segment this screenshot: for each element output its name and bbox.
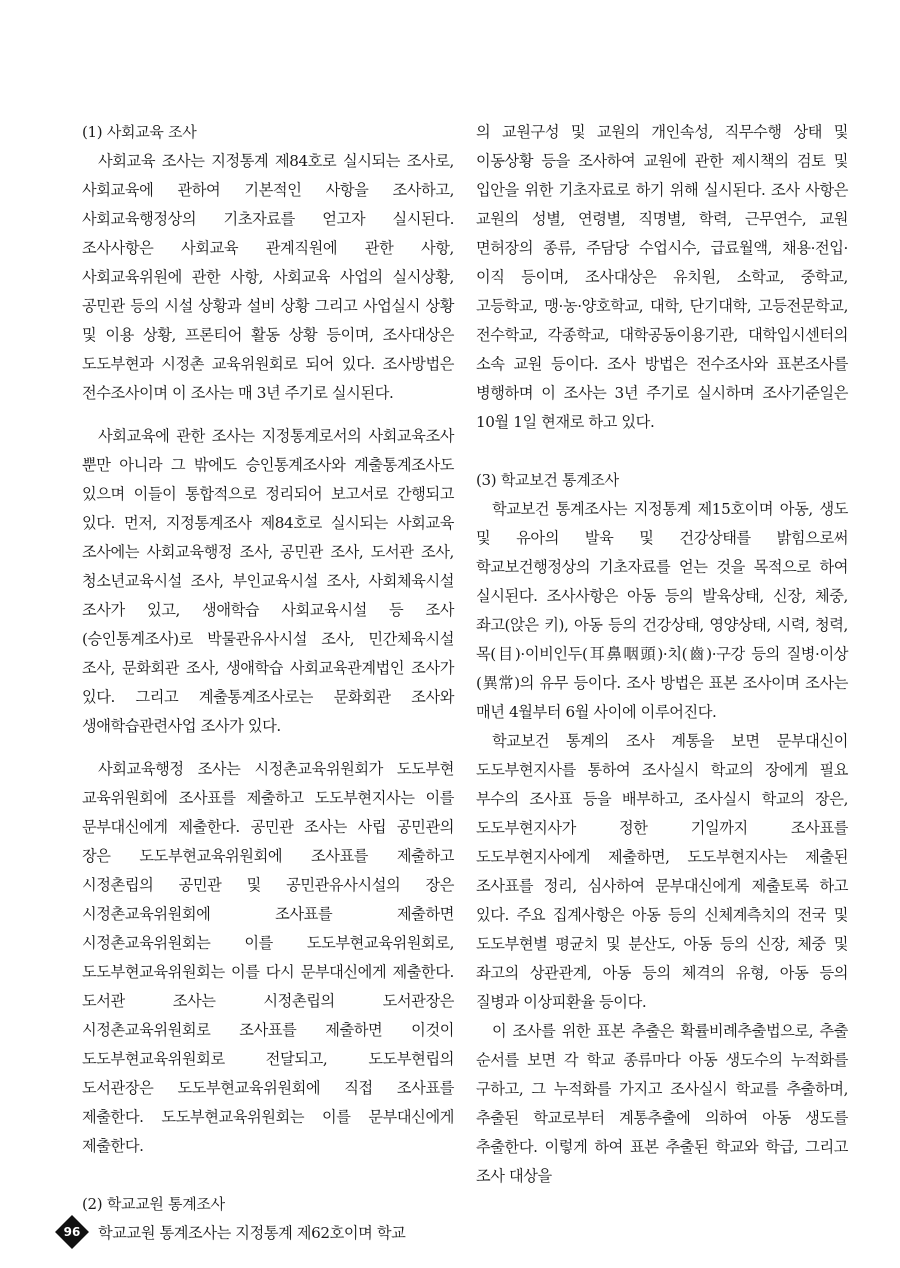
- paragraph: 사회교육행정 조사는 시정촌교육위원회가 도도부현 교육위원회에 조사표를 제출하고 도도부현지사는 이를 문부대신에게 제출한다. 공민관 조사는 사립 공민관의 장은 도도부현교육위원회에 조사표를 제출하고 시정촌립의 공민관 및 공민관유사시설의 장은 시정촌교육위원회에 조사표를 제출하면 시정촌교육위원회는 이를 도도부현교육위원회로, 도도부현교육위원회는 이를 다시 문부대신에게 제출한다. 도서관 조사는 시정촌립의 도서관장은 시정촌교육위원회로 조사표를 제출하면 이것이 도도부현교육위원회로 전달되고, 도도부현립의 도서관장은 도도부현교육위원회에 직접 조사표를 제출한다. 도도부현교육위원회는 이를 문부대신에게 제출한다.: [82, 760, 454, 1155]
- paragraph: 사회교육 조사는 지정통계 제84호로 실시되는 조사로, 사회교육에 관하여 기본적인 사항을 조사하고, 사회교육행정상의 기초자료를 얻고자 실시된다. 조사사항은 사회교육 관계직원에 관한 사항, 사회교육위원에 관한 사항, 사회교육 사업의 실시상황, 공민관 등의 시설 상황과 설비 상황 그리고 사업실시 상황 및 이용 상황, 프론티어 활동 상황 등이며, 조사대상은 도도부현과 시정촌 교육위원회로 되어 있다. 조사방법은 전수조사이며 이 조사는 매 3년 주기로 실시된다.: [82, 152, 454, 402]
- paragraph: 학교보건 통계의 조사 계통을 보면 문부대신이 도도부현지사를 통하여 조사실시 학교의 장에게 필요 부수의 조사표 등을 배부하고, 조사실시 학교의 장은, 도도부현지사가 정한 기일까지 조사표를 도도부현지사에게 제출하면, 도도부현지사는 제출된 조사표를 정리, 심사하여 문부대신에게 제출토록 하고 있다. 주요 집계사항은 아동 등의 신체계측치의 전국 및 도도부현별 평균치 및 분산도, 아동 등의 신장, 체중 및 좌고의 상관관계, 아동 등의 체격의 유형, 아동 등의 질병과 이상피환율 등이다.: [476, 732, 848, 1011]
- page-number: 96: [63, 1225, 81, 1239]
- page-number-badge: [55, 1215, 89, 1249]
- paragraph: 이 조사를 위한 표본 추출은 확률비례추출법으로, 추출 순서를 보면 각 학교 종류마다 아동 생도수의 누적화를 구하고, 그 누적화를 가지고 조사실시 학교를 추출하며, 추출된 학교로부터 계통추출에 의하여 아동 생도를 추출한다. 이렇게 하여 표본 추출된 학교와 학급, 그리고 조사 대상을: [476, 1022, 848, 1185]
- section-heading-school-health: (3) 학교보건 통계조사: [476, 471, 619, 489]
- paragraph: 사회교육에 관한 조사는 지정통계로서의 사회교육조사 뿐만 아니라 그 밖에도 승인통계조사와 계출통계조사도 있으며 이들이 통합적으로 정리되어 보고서로 간행되고 있다. 먼저, 지정통계조사 제84호로 실시되는 사회교육 조사에는 사회교육행정 조사, 공민관 조사, 도서관 조사, 청소년교육시설 조사, 부인교육시설 조사, 사회체육시설 조사가 있고, 생애학습 사회교육시설 등 조사(승인통계조사)로 박물관유사시설 조사, 민간체육시설 조사, 문화회관 조사, 생애학습 사회교육관계법인 조사가 있다. 그리고 계출통계조사로는 문화회관 조사와 생애학습관련사업 조사가 있다.: [82, 427, 454, 735]
- paragraph-continued: 의 교원구성 및 교원의 개인속성, 직무수행 상태 및 이동상황 등을 조사하여 교원에 관한 제시책의 검토 및 입안을 위한 기초자료로 하기 위해 실시된다. 조사 사항은 교원의 성별, 연령별, 직명별, 학력, 근무연수, 교원 면허장의 종류, 주담당 수업시수, 급료월액, 채용·전입·이직 등이며, 조사대상은 유치원, 소학교, 중학교, 고등학교, 맹·농·양호학교, 대학, 단기대학, 고등전문학교, 전수학교, 각종학교, 대학공동이용기관, 대학입시센터의 소속 교원 등이다. 조사 방법은 전수조사와 표본조사를 병행하며 이 조사는 3년 주기로 실시하며 조사기준일은 10월 1일 현재로 하고 있다.: [476, 123, 848, 431]
- section-heading-teacher-statistics: (2) 학교교원 통계조사: [82, 1195, 225, 1213]
- paragraph: 학교보건 통계조사는 지정통계 제15호이며 아동, 생도 및 유아의 발육 및 건강상태를 밝힘으로써 학교보건행정상의 기초자료를 얻는 것을 목적으로 하여 실시된다. 조사사항은 아동 등의 발육상태, 신장, 체중, 좌고(앉은 키), 아동 등의 건강상태, 영양상태, 시력, 청력, 목(目)·이비인두(耳鼻咽頭)·치(齒)·구강 등의 질병·이상(異常)의 유무 등이다. 조사 방법은 표본 조사이며 조사는 매년 4월부터 6월 사이에 이루어진다.: [476, 500, 848, 721]
- paragraph: 학교교원 통계조사는 지정통계 제62호이며 학교: [98, 1224, 406, 1242]
- left-column: [82, 118, 454, 1248]
- section-heading-social-education: (1) 사회교육 조사: [82, 123, 197, 141]
- right-column: [476, 118, 848, 1191]
